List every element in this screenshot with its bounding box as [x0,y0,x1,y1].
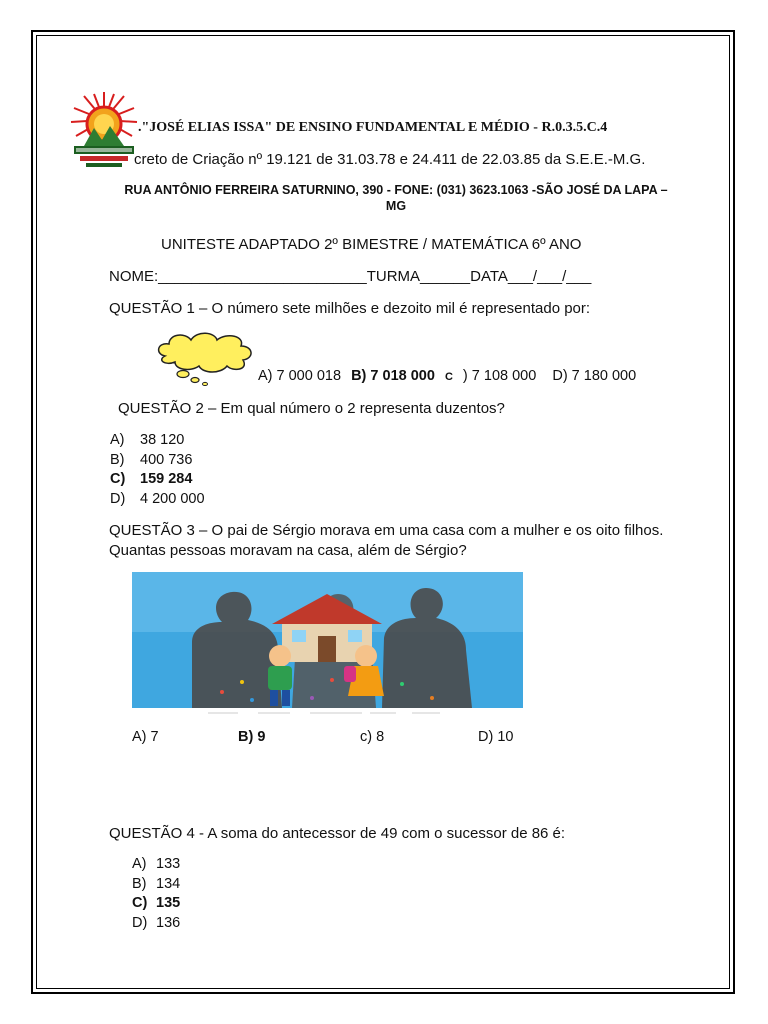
option-value: 38 120 [140,432,185,448]
question-2-text: QUESTÃO 2 – Em qual número o 2 representa duzentos? [118,400,505,417]
page-border-inner [36,35,730,989]
q2-option-d[interactable] [110,490,205,510]
q3-option-b[interactable]: B) 9 [238,729,266,745]
q2-option-c[interactable] [110,470,205,490]
option-value: 133 [156,856,181,872]
option-value: 135 [156,895,181,911]
option-letter: B) [110,451,125,468]
q1-option-c[interactable] [445,368,542,384]
q3-option-a[interactable]: A) 7 [132,729,159,745]
question-3-text: QUESTÃO 3 – O pai de Sérgio morava em uma casa com a mulher e os oito filhos. Quantas pessoas moravam na casa, além de Sérgio? [109,522,664,559]
option-value: 136 [156,914,181,931]
option-value: 4 200 000 [140,490,205,507]
question-4-text: QUESTÃO 4 - A soma do antecessor de 49 com o sucessor de 86 é: [109,825,566,842]
creation-decree: creto de Criação nº 19.121 de 31.03.78 e 24.411 de 22.03.85 da S.E.E.-M.G. [134,151,646,168]
question-2-options [110,431,205,509]
option-letter: C) [132,895,148,911]
option-value: 159 284 [140,471,193,487]
q3-option-c[interactable]: c) 8 [360,729,385,745]
option-letter: A) [132,856,147,872]
q4-option-c[interactable] [132,894,180,914]
family-house-illustration-icon [132,572,523,715]
option-letter: D) [132,914,148,931]
option-value: 134 [156,875,181,892]
option-letter: D) [110,490,126,507]
q4-option-a[interactable] [132,855,180,875]
q2-option-a[interactable] [110,431,205,451]
question-1-text: QUESTÃO 1 – O número sete milhões e dezoito mil é representado por: [109,300,591,317]
q1-option-c-letter: C [444,371,453,383]
student-name-line: NOME:_________________________TURMA______DATA___/___/___ [109,268,592,285]
q4-option-b[interactable] [132,875,180,895]
thought-cloud-icon [153,330,257,386]
q1-option-b[interactable]: B) 7 018 000 [351,368,435,384]
q1-option-c-label: ) 7 108 000 [458,368,537,384]
option-letter: A) [110,432,125,448]
school-address: RUA ANTÔNIO FERREIRA SATURNINO, 390 - FONE: (031) 3623.1063 -SÃO JOSÉ DA LAPA – MG [124,183,668,213]
q4-option-d[interactable] [132,914,180,934]
question-4-options [132,855,180,933]
option-value: 400 736 [140,451,193,468]
exam-title: UNITESTE ADAPTADO 2º BIMESTRE / MATEMÁTICA 6º ANO [161,236,582,253]
option-letter: C) [110,471,126,487]
school-emblem-icon [70,90,138,176]
school-name: ."JOSÉ ELIAS ISSA" DE ENSINO FUNDAMENTAL E MÉDIO - R.0.3.5.C.4 [138,120,608,135]
q3-option-d[interactable]: D) 10 [478,729,514,745]
question-1-options [258,368,642,384]
option-letter: B) [132,875,147,892]
q1-option-d[interactable]: D) 7 180 000 [552,368,637,384]
q1-option-a[interactable]: A) 7 000 018 [258,368,342,384]
q2-option-b[interactable] [110,451,205,471]
